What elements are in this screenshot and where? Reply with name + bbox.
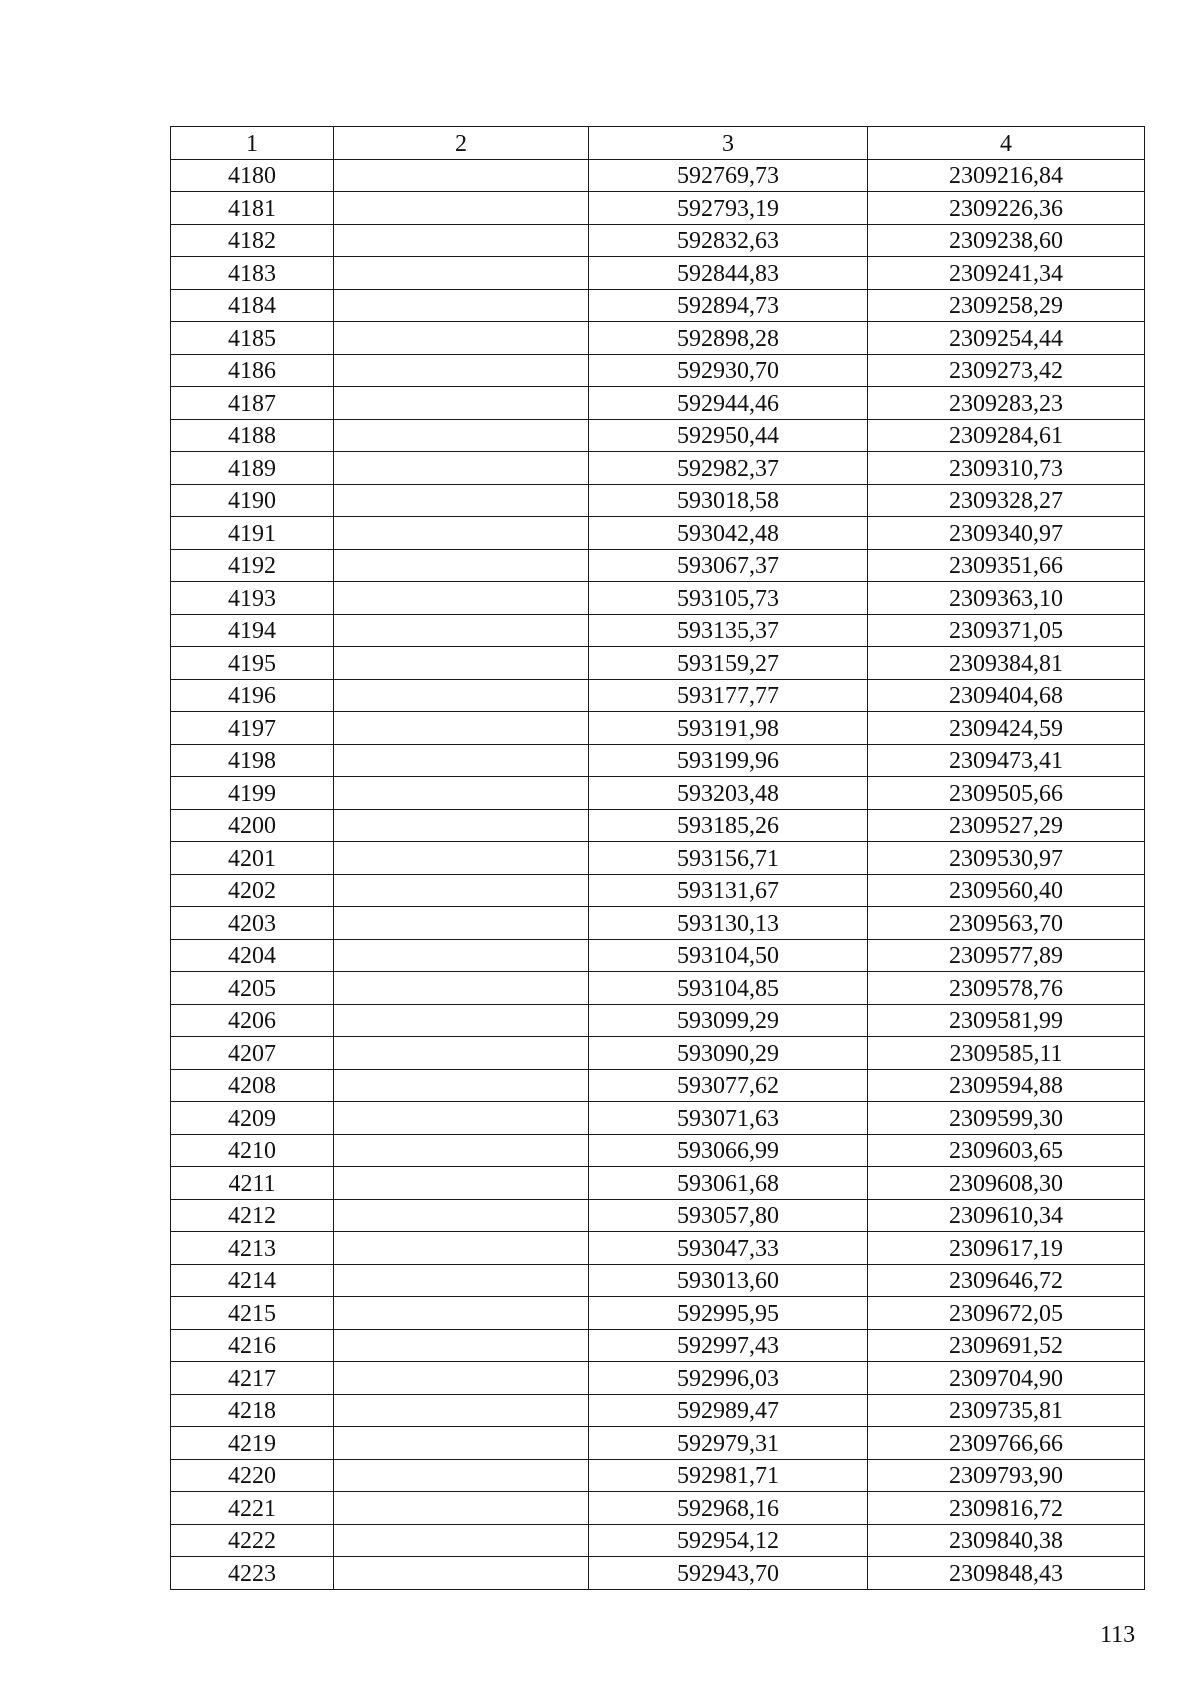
table-cell-col-4: 2309840,38 <box>868 1524 1145 1557</box>
table-row <box>171 809 1145 842</box>
table-cell-col-2 <box>334 712 589 745</box>
table-cell-col-1: 4206 <box>171 1004 334 1037</box>
table-cell-col-3: 592898,28 <box>589 322 868 355</box>
table-cell-col-1: 4195 <box>171 647 334 680</box>
table-row <box>171 1329 1145 1362</box>
table-cell-col-2 <box>334 679 589 712</box>
table-cell-col-3: 593018,58 <box>589 484 868 517</box>
table-cell-col-3: 593199,96 <box>589 744 868 777</box>
table-cell-col-2 <box>334 224 589 257</box>
table-cell-col-2 <box>334 192 589 225</box>
table-cell-col-4: 2309646,72 <box>868 1264 1145 1297</box>
table-cell-col-2 <box>334 809 589 842</box>
table-cell-col-2 <box>334 354 589 387</box>
table-cell-col-4: 2309603,65 <box>868 1134 1145 1167</box>
table-row <box>171 159 1145 192</box>
table-cell-col-2 <box>334 517 589 550</box>
table-row <box>171 647 1145 680</box>
table-cell-col-2 <box>334 1297 589 1330</box>
table-cell-col-2 <box>334 1004 589 1037</box>
table-row <box>171 1427 1145 1460</box>
table-cell-col-3: 592894,73 <box>589 289 868 322</box>
table-cell-col-2 <box>334 322 589 355</box>
table-cell-col-1: 4199 <box>171 777 334 810</box>
table-cell-col-4: 2309505,66 <box>868 777 1145 810</box>
table-cell-col-1: 4187 <box>171 387 334 420</box>
table-cell-col-3: 593013,60 <box>589 1264 868 1297</box>
table-cell-col-3: 592950,44 <box>589 419 868 452</box>
table-row <box>171 907 1145 940</box>
table-cell-col-1: 4191 <box>171 517 334 550</box>
table-cell-col-1: 4216 <box>171 1329 334 1362</box>
table-cell-col-1: 4202 <box>171 874 334 907</box>
table-cell-col-3: 592832,63 <box>589 224 868 257</box>
table-cell-col-3: 593185,26 <box>589 809 868 842</box>
table-cell-col-4: 2309578,76 <box>868 972 1145 1005</box>
table-cell-col-2 <box>334 387 589 420</box>
table-cell-col-3: 592996,03 <box>589 1362 868 1395</box>
header-col-3: 3 <box>589 127 868 160</box>
table-cell-col-1: 4192 <box>171 549 334 582</box>
table-row <box>171 1037 1145 1070</box>
table-cell-col-2 <box>334 1459 589 1492</box>
table-cell-col-1: 4200 <box>171 809 334 842</box>
table-cell-col-4: 2309848,43 <box>868 1557 1145 1590</box>
table-cell-col-2 <box>334 159 589 192</box>
table-cell-col-3: 592981,71 <box>589 1459 868 1492</box>
table-cell-col-2 <box>334 257 589 290</box>
table-cell-col-1: 4208 <box>171 1069 334 1102</box>
table-cell-col-2 <box>334 1329 589 1362</box>
table-cell-col-1: 4189 <box>171 452 334 485</box>
table-row <box>171 387 1145 420</box>
table-cell-col-2 <box>334 1199 589 1232</box>
table-cell-col-1: 4204 <box>171 939 334 972</box>
table-cell-col-3: 592954,12 <box>589 1524 868 1557</box>
table-cell-col-4: 2309560,40 <box>868 874 1145 907</box>
table-cell-col-1: 4190 <box>171 484 334 517</box>
table-row <box>171 289 1145 322</box>
table-cell-col-4: 2309577,89 <box>868 939 1145 972</box>
table-cell-col-4: 2309310,73 <box>868 452 1145 485</box>
table-cell-col-4: 2309672,05 <box>868 1297 1145 1330</box>
table-cell-col-3: 592979,31 <box>589 1427 868 1460</box>
table-cell-col-4: 2309793,90 <box>868 1459 1145 1492</box>
table-row <box>171 614 1145 647</box>
table-cell-col-2 <box>334 1232 589 1265</box>
table-cell-col-3: 593066,99 <box>589 1134 868 1167</box>
table-cell-col-1: 4213 <box>171 1232 334 1265</box>
table-cell-col-4: 2309424,59 <box>868 712 1145 745</box>
coordinates-table <box>170 126 1145 1590</box>
table-row <box>171 1557 1145 1590</box>
table-cell-col-3: 592930,70 <box>589 354 868 387</box>
table-cell-col-3: 592944,46 <box>589 387 868 420</box>
table-cell-col-1: 4220 <box>171 1459 334 1492</box>
table-cell-col-4: 2309283,23 <box>868 387 1145 420</box>
table-cell-col-3: 592995,95 <box>589 1297 868 1330</box>
table-cell-col-4: 2309527,29 <box>868 809 1145 842</box>
table-cell-col-4: 2309284,61 <box>868 419 1145 452</box>
table-cell-col-3: 593047,33 <box>589 1232 868 1265</box>
table-cell-col-4: 2309273,42 <box>868 354 1145 387</box>
table-cell-col-4: 2309238,60 <box>868 224 1145 257</box>
table-row <box>171 322 1145 355</box>
table-row <box>171 1492 1145 1525</box>
table-cell-col-4: 2309735,81 <box>868 1394 1145 1427</box>
table-cell-col-2 <box>334 549 589 582</box>
table-row <box>171 1167 1145 1200</box>
table-cell-col-4: 2309404,68 <box>868 679 1145 712</box>
table-cell-col-2 <box>334 972 589 1005</box>
table-cell-col-1: 4205 <box>171 972 334 1005</box>
table-cell-col-3: 593057,80 <box>589 1199 868 1232</box>
table-cell-col-2 <box>334 907 589 940</box>
table-cell-col-4: 2309351,66 <box>868 549 1145 582</box>
table-cell-col-2 <box>334 289 589 322</box>
table-cell-col-2 <box>334 1524 589 1557</box>
table-cell-col-2 <box>334 614 589 647</box>
table-cell-col-3: 593203,48 <box>589 777 868 810</box>
table-cell-col-1: 4181 <box>171 192 334 225</box>
table-row <box>171 939 1145 972</box>
table-cell-col-3: 593067,37 <box>589 549 868 582</box>
table-cell-col-4: 2309610,34 <box>868 1199 1145 1232</box>
table-cell-col-3: 593104,85 <box>589 972 868 1005</box>
table-cell-col-2 <box>334 1557 589 1590</box>
table-cell-col-3: 593099,29 <box>589 1004 868 1037</box>
table-row <box>171 549 1145 582</box>
table-cell-col-3: 592943,70 <box>589 1557 868 1590</box>
table-row <box>171 452 1145 485</box>
table-cell-col-4: 2309594,88 <box>868 1069 1145 1102</box>
table-cell-col-1: 4218 <box>171 1394 334 1427</box>
table-cell-col-1: 4194 <box>171 614 334 647</box>
table-cell-col-1: 4203 <box>171 907 334 940</box>
table-cell-col-2 <box>334 452 589 485</box>
table-cell-col-2 <box>334 842 589 875</box>
table-cell-col-3: 592982,37 <box>589 452 868 485</box>
table-cell-col-1: 4209 <box>171 1102 334 1135</box>
table-cell-col-4: 2309340,97 <box>868 517 1145 550</box>
table-cell-col-4: 2309384,81 <box>868 647 1145 680</box>
table-row <box>171 1134 1145 1167</box>
table-cell-col-3: 593177,77 <box>589 679 868 712</box>
table-row <box>171 1362 1145 1395</box>
table-cell-col-2 <box>334 1264 589 1297</box>
table-cell-col-2 <box>334 1134 589 1167</box>
table-row <box>171 712 1145 745</box>
table-cell-col-3: 593159,27 <box>589 647 868 680</box>
table-cell-col-4: 2309258,29 <box>868 289 1145 322</box>
table-row <box>171 1264 1145 1297</box>
table-cell-col-3: 592844,83 <box>589 257 868 290</box>
table-cell-col-3: 593135,37 <box>589 614 868 647</box>
table-row <box>171 777 1145 810</box>
table-row <box>171 224 1145 257</box>
table-cell-col-4: 2309473,41 <box>868 744 1145 777</box>
table-cell-col-4: 2309328,27 <box>868 484 1145 517</box>
table-cell-col-3: 592769,73 <box>589 159 868 192</box>
table-cell-col-4: 2309254,44 <box>868 322 1145 355</box>
table-cell-col-2 <box>334 939 589 972</box>
table-cell-col-4: 2309581,99 <box>868 1004 1145 1037</box>
table-cell-col-4: 2309530,97 <box>868 842 1145 875</box>
table-cell-col-3: 593077,62 <box>589 1069 868 1102</box>
table-cell-col-3: 592793,19 <box>589 192 868 225</box>
table-cell-col-3: 593131,67 <box>589 874 868 907</box>
table-row <box>171 1199 1145 1232</box>
table-cell-col-2 <box>334 1069 589 1102</box>
table-cell-col-2 <box>334 1394 589 1427</box>
table-row <box>171 1297 1145 1330</box>
table-cell-col-2 <box>334 744 589 777</box>
table-row <box>171 419 1145 452</box>
table-row <box>171 582 1145 615</box>
table-cell-col-2 <box>334 484 589 517</box>
header-row <box>171 127 1145 160</box>
table-cell-col-3: 592968,16 <box>589 1492 868 1525</box>
table-cell-col-1: 4183 <box>171 257 334 290</box>
table-row <box>171 874 1145 907</box>
table-cell-col-4: 2309216,84 <box>868 159 1145 192</box>
table-row <box>171 744 1145 777</box>
table-cell-col-1: 4186 <box>171 354 334 387</box>
table-row <box>171 354 1145 387</box>
table-cell-col-3: 592997,43 <box>589 1329 868 1362</box>
table-cell-col-3: 593130,13 <box>589 907 868 940</box>
table-cell-col-1: 4215 <box>171 1297 334 1330</box>
table-cell-col-4: 2309585,11 <box>868 1037 1145 1070</box>
table-cell-col-3: 593090,29 <box>589 1037 868 1070</box>
table-cell-col-1: 4210 <box>171 1134 334 1167</box>
table-row <box>171 517 1145 550</box>
table-cell-col-4: 2309599,30 <box>868 1102 1145 1135</box>
table-cell-col-4: 2309226,36 <box>868 192 1145 225</box>
table-cell-col-1: 4197 <box>171 712 334 745</box>
table-cell-col-1: 4188 <box>171 419 334 452</box>
table-cell-col-1: 4184 <box>171 289 334 322</box>
table-cell-col-3: 593104,50 <box>589 939 868 972</box>
table-cell-col-1: 4211 <box>171 1167 334 1200</box>
table-row <box>171 1394 1145 1427</box>
table-cell-col-1: 4217 <box>171 1362 334 1395</box>
table-cell-col-3: 593105,73 <box>589 582 868 615</box>
table-row <box>171 1102 1145 1135</box>
table-cell-col-2 <box>334 1167 589 1200</box>
table-cell-col-3: 593156,71 <box>589 842 868 875</box>
table-cell-col-4: 2309691,52 <box>868 1329 1145 1362</box>
table-body <box>171 159 1145 1589</box>
table-row <box>171 1459 1145 1492</box>
table-row <box>171 257 1145 290</box>
table-cell-col-2 <box>334 647 589 680</box>
table-row <box>171 1524 1145 1557</box>
table-cell-col-3: 593042,48 <box>589 517 868 550</box>
table-cell-col-1: 4196 <box>171 679 334 712</box>
table-row <box>171 1069 1145 1102</box>
table-cell-col-2 <box>334 1362 589 1395</box>
table-row <box>171 484 1145 517</box>
table-cell-col-2 <box>334 419 589 452</box>
table-row <box>171 679 1145 712</box>
table-cell-col-2 <box>334 777 589 810</box>
table-row <box>171 1232 1145 1265</box>
table-cell-col-2 <box>334 1037 589 1070</box>
table-cell-col-1: 4219 <box>171 1427 334 1460</box>
table-cell-col-3: 593071,63 <box>589 1102 868 1135</box>
table-row <box>171 1004 1145 1037</box>
table-cell-col-1: 4214 <box>171 1264 334 1297</box>
table-cell-col-4: 2309704,90 <box>868 1362 1145 1395</box>
table-cell-col-2 <box>334 874 589 907</box>
table-cell-col-1: 4207 <box>171 1037 334 1070</box>
table-cell-col-3: 593061,68 <box>589 1167 868 1200</box>
table-cell-col-2 <box>334 582 589 615</box>
table-cell-col-3: 593191,98 <box>589 712 868 745</box>
table-cell-col-1: 4198 <box>171 744 334 777</box>
page-number: 113 <box>1100 1622 1136 1648</box>
table-cell-col-2 <box>334 1492 589 1525</box>
table-cell-col-4: 2309766,66 <box>868 1427 1145 1460</box>
header-col-1: 1 <box>171 127 334 160</box>
table-cell-col-1: 4182 <box>171 224 334 257</box>
table-cell-col-4: 2309608,30 <box>868 1167 1145 1200</box>
table-cell-col-1: 4223 <box>171 1557 334 1590</box>
header-col-4: 4 <box>868 127 1145 160</box>
table-cell-col-1: 4201 <box>171 842 334 875</box>
table-cell-col-1: 4193 <box>171 582 334 615</box>
table-cell-col-2 <box>334 1427 589 1460</box>
table-cell-col-4: 2309371,05 <box>868 614 1145 647</box>
table-cell-col-4: 2309816,72 <box>868 1492 1145 1525</box>
table-row <box>171 192 1145 225</box>
table-cell-col-1: 4180 <box>171 159 334 192</box>
table-row <box>171 972 1145 1005</box>
header-col-2: 2 <box>334 127 589 160</box>
table-cell-col-3: 592989,47 <box>589 1394 868 1427</box>
table-cell-col-4: 2309617,19 <box>868 1232 1145 1265</box>
table-cell-col-4: 2309563,70 <box>868 907 1145 940</box>
table-cell-col-1: 4212 <box>171 1199 334 1232</box>
table-cell-col-2 <box>334 1102 589 1135</box>
table-cell-col-1: 4222 <box>171 1524 334 1557</box>
table-cell-col-4: 2309241,34 <box>868 257 1145 290</box>
table-cell-col-4: 2309363,10 <box>868 582 1145 615</box>
table-cell-col-1: 4185 <box>171 322 334 355</box>
table-row <box>171 842 1145 875</box>
table-cell-col-1: 4221 <box>171 1492 334 1525</box>
